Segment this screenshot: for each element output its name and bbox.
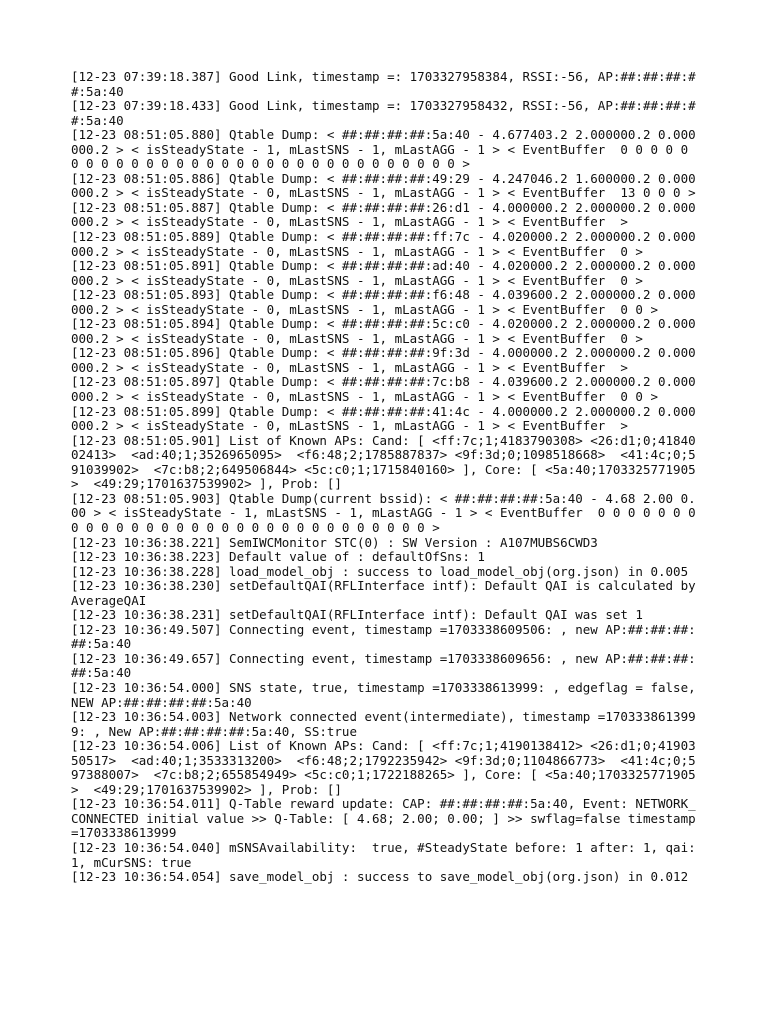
log-line: [12-23 10:36:49.507] Connecting event, timestamp =1703338609506: , new AP:##:##:##:##:5a:40	[71, 621, 696, 652]
log-line: [12-23 10:36:54.011] Q-Table reward update: CAP: ##:##:##:##:5a:40, Event: NETWORK_CONNECTED initial value >> Q-Table: [ 4.68; 2.00; 0.00; ] >> swflag=false timestamp =1703338613999	[71, 796, 704, 841]
log-line: [12-23 08:51:05.894] Qtable Dump: < ##:##:##:##:5c:c0 - 4.020000.2 2.000000.2 0.000000.2 > < isSteadyState - 0, mLastSNS - 1, mLastAGG - 1 > < EventBuffer 0 >	[71, 316, 696, 346]
log-line: [12-23 10:36:38.230] setDefaultQAI(RFLInterface intf): Default QAI is calculated by AverageQAI	[71, 578, 704, 608]
log-line: [12-23 08:51:05.903] Qtable Dump(current bssid): < ##:##:##:##:5a:40 - 4.68 2.00 0.00 > < isSteadyState - 1, mLastSNS - 1, mLastAGG - 1 > < EventBuffer 0 0 0 0 0 0 0 0 0 0 0 0 0 0 0 0 0 0 0 0 0 0 0 0 0 0 0 0 0 0 0 >	[71, 490, 704, 535]
log-line: [12-23 10:36:54.000] SNS state, true, timestamp =1703338613999: , edgeflag = false, NEW AP:##:##:##:##:5a:40	[71, 679, 704, 710]
log-line: [12-23 08:51:05.886] Qtable Dump: < ##:##:##:##:49:29 - 4.247046.2 1.600000.2 0.000000.2 > < isSteadyState - 0, mLastSNS - 1, mLastAGG - 1 > < EventBuffer 13 0 0 0 >	[71, 170, 696, 201]
log-line: [12-23 10:36:54.054] save_model_obj : success to save_model_obj(org.json) in 0.012	[71, 869, 689, 885]
log-line: [12-23 07:39:18.433] Good Link, timestamp =: 1703327958432, RSSI:-56, AP:##:##:##:##:5a:40	[71, 98, 696, 128]
log-line: [12-23 10:36:38.223] Default value of : defaultOfSns: 1	[71, 549, 485, 565]
log-line: [12-23 10:36:54.006] List of Known APs: Cand: [ <ff:7c;1;4190138412> <26:d1;0;4190350517> <ad:40;1;3533313200> <f6:48;2;1792235942> <9f:3d;0;1104866773> <41:4c;0;597388007> <7c:b8;2;655854949> <5c:c0;1;1722188265> ], Core: [ <5a:40;1703325771905> <49:29;1701637539902> ], Prob: []	[71, 738, 696, 797]
log-line: [12-23 08:51:05.887] Qtable Dump: < ##:##:##:##:26:d1 - 4.000000.2 2.000000.2 0.000000.2 > < isSteadyState - 0, mLastSNS - 1, mLastAGG - 1 > < EventBuffer >	[71, 199, 696, 230]
log-line: [12-23 10:36:38.231] setDefaultQAI(RFLInterface intf): Default QAI was set 1	[71, 607, 643, 623]
log-line: [12-23 08:51:05.901] List of Known APs: Cand: [ <ff:7c;1;4183790308> <26:d1;0;4184002413> <ad:40;1;3526965095> <f6:48;2;1785887837> <9f:3d;0;1098518668> <41:4c;0;591039902> <7c:b8;2;649506844> <5c:c0;1;1715840160> ], Core: [ <5a:40;1703325771905> <49:29;1701637539902> ], Prob: []	[71, 432, 696, 492]
log-line: [12-23 08:51:05.893] Qtable Dump: < ##:##:##:##:f6:48 - 4.039600.2 2.000000.2 0.000000.2 > < isSteadyState - 0, mLastSNS - 1, mLastAGG - 1 > < EventBuffer 0 0 >	[71, 287, 696, 317]
log-document	[71, 69, 704, 885]
log-line: [12-23 08:51:05.899] Qtable Dump: < ##:##:##:##:41:4c - 4.000000.2 2.000000.2 0.000000.2 > < isSteadyState - 0, mLastSNS - 1, mLastAGG - 1 > < EventBuffer >	[71, 403, 696, 434]
log-line: [12-23 08:51:05.891] Qtable Dump: < ##:##:##:##:ad:40 - 4.020000.2 2.000000.2 0.000000.2 > < isSteadyState - 0, mLastSNS - 1, mLastAGG - 1 > < EventBuffer 0 >	[71, 258, 696, 288]
log-line: [12-23 10:36:54.040] mSNSAvailability: true, #SteadyState before: 1 after: 1, qai: 1, mCurSNS: true	[71, 839, 704, 870]
log-line: [12-23 07:39:18.387] Good Link, timestamp =: 1703327958384, RSSI:-56, AP:##:##:##:##:5a:40	[71, 69, 696, 99]
log-line: [12-23 10:36:38.221] SemIWCMonitor STC(0) : SW Version : A107MUBS6CWD3	[71, 534, 598, 550]
log-line: [12-23 08:51:05.896] Qtable Dump: < ##:##:##:##:9f:3d - 4.000000.2 2.000000.2 0.000000.2 > < isSteadyState - 0, mLastSNS - 1, mLastAGG - 1 > < EventBuffer >	[71, 345, 696, 375]
log-line: [12-23 10:36:38.228] load_model_obj : success to load_model_obj(org.json) in 0.005	[71, 563, 689, 579]
log-line: [12-23 08:51:05.880] Qtable Dump: < ##:##:##:##:5a:40 - 4.677403.2 2.000000.2 0.000000.2 > < isSteadyState - 1, mLastSNS - 1, mLastAGG - 1 > < EventBuffer 0 0 0 0 0 0 0 0 0 0 0 0 0 0 0 0 0 0 0 0 0 0 0 0 0 0 0 0 0 0 0 >	[71, 127, 696, 172]
log-line: [12-23 10:36:54.003] Network connected event(intermediate), timestamp =1703338613999: , New AP:##:##:##:##:5a:40, SS:true	[71, 709, 696, 739]
log-line: [12-23 08:51:05.897] Qtable Dump: < ##:##:##:##:7c:b8 - 4.039600.2 2.000000.2 0.000000.2 > < isSteadyState - 0, mLastSNS - 1, mLastAGG - 1 > < EventBuffer 0 0 >	[71, 374, 696, 405]
log-line: [12-23 08:51:05.889] Qtable Dump: < ##:##:##:##:ff:7c - 4.020000.2 2.000000.2 0.000000.2 > < isSteadyState - 0, mLastSNS - 1, mLastAGG - 1 > < EventBuffer 0 >	[71, 229, 696, 259]
log-line: [12-23 10:36:49.657] Connecting event, timestamp =1703338609656: , new AP:##:##:##:##:5a:40	[71, 650, 696, 681]
